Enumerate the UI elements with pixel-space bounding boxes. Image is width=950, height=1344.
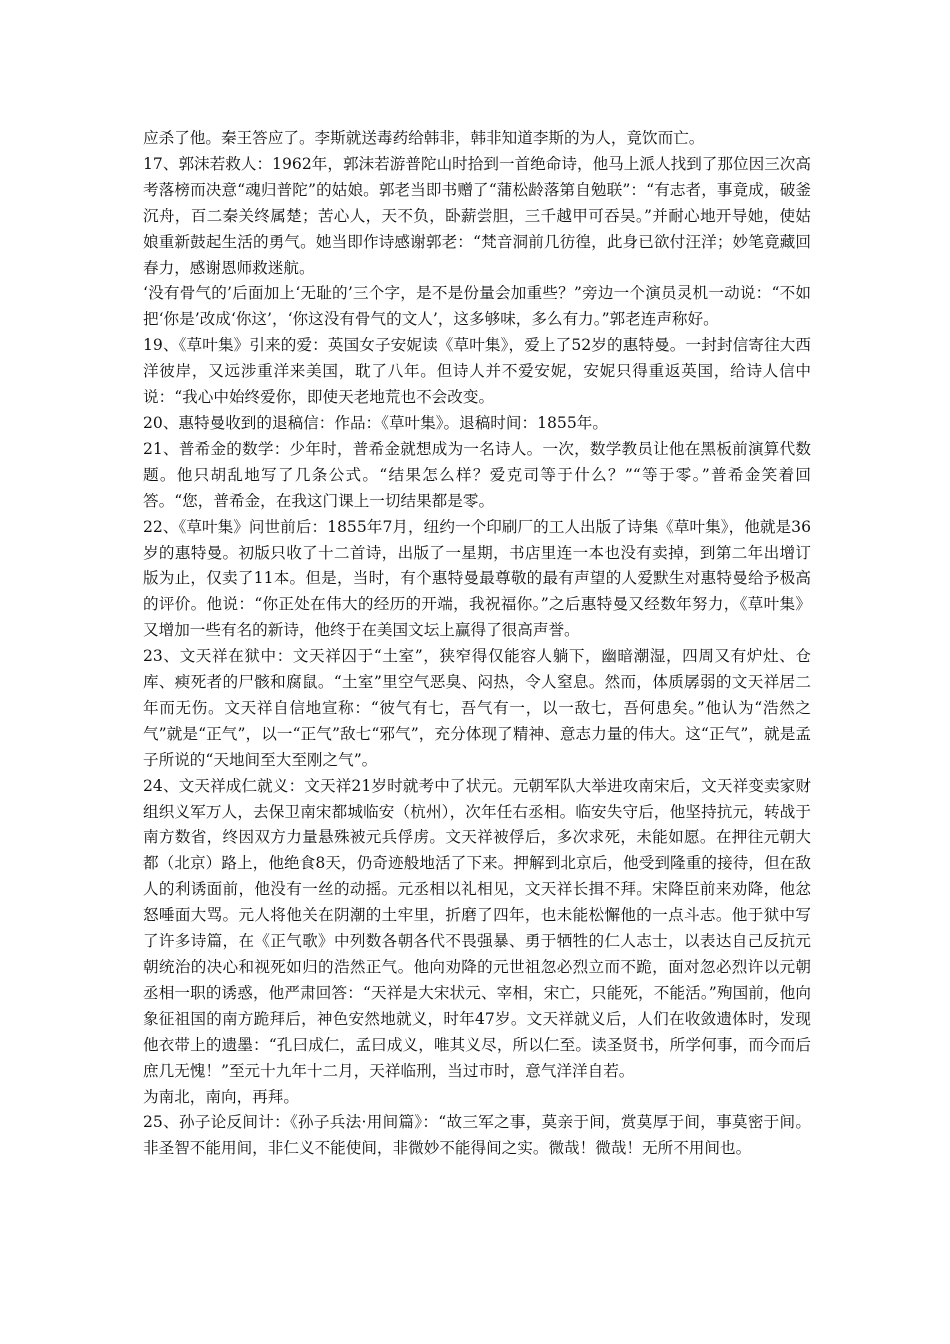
paragraph-19: 19、《草叶集》引来的爱：英国女子安妮读《草叶集》，爱上了52岁的惠特曼。一封封信寄往大西洋彼岸，又远涉重洋来美国，耽了八年。但诗人并不爱安妮，安妮只得重返英国，给诗人信中说：“我心中始终爱你，即使天老地荒也不会改变。 [143, 336, 811, 407]
paragraph-23: 23、文天祥在狱中：文天祥囚于“土室”，狭窄得仅能容人躺下，幽暗潮湿，四周又有炉灶、仓库、瘐死者的尸骸和腐鼠。“土室”里空气恶臭、闷热，令人窒息。然而，体质孱弱的文天祥居二年而无伤。文天祥自信地宣称：“彼气有七，吾气有一，以一敌七，吾何患矣。”他认为“浩然之气”就是“正气”，以一“正气”敌七“邪气”，充分体现了精神、意志力量的伟大。这“正气”，就是孟子所说的“天地间至大至刚之气”。 [143, 647, 811, 769]
paragraph-24: 24、文天祥成仁就义：文天祥21岁时就考中了状元。元朝军队大举进攻南宋后，文天祥变卖家财组织义军万人，去保卫南宋都城临安（杭州），次年任右丞相。临安失守后，他坚持抗元，转战于南方数省，终因双方力量悬殊被元兵俘虏。文天祥被俘后，多次求死，未能如愿。在押往元朝大都（北京）路上，他绝食8天，仍奇迹般地活了下来。押解到北京后，他受到隆重的接待，但在敌人的利诱面前，他没有一丝的动摇。元丞相以礼相见，文天祥长揖不拜。宋降臣前来劝降，他忿怒唾面大骂。元人将他关在阴潮的土牢里，折磨了四年，也未能松懈他的一点斗志。他于狱中写了许多诗篇，在《正气歌》中列数各朝各代不畏强暴、勇于牺牲的仁人志士，以表达自己反抗元朝统治的决心和视死如归的浩然正气。他向劝降的元世祖忽必烈立而不跪，面对忽必烈许以元朝丞相一职的诱惑，他严肃回答：“天祥是大宋状元、宰相，宋亡，只能死，不能活。”殉国前，他向象征祖国的南方跪拜后，神色安然地就义，时年47岁。文天祥就义后，人们在收敛遗体时，发现他衣带上的遗墨：“孔曰成仁，孟曰成义，唯其义尽，所以仁至。读圣贤书，所学何事，而今而后庶几无愧！”至元十九年十二月，天祥临刑，当过市时，意气洋洋自若。 [143, 776, 811, 1080]
document-body [143, 126, 811, 1162]
paragraph-guo-lao: ‘没有骨气的’后面加上‘无耻的’三个字，是不是份量会加重些？”旁边一个演员灵机一动说：“不如把‘你是’改成‘你这’，‘你这没有骨气的文人’，这多够味，多么有力。”郭老连声称好。 [143, 284, 811, 329]
paragraph-south-bow: 为南北，南向，再拜。 [143, 1087, 299, 1106]
paragraph-22: 22、《草叶集》问世前后：1855年7月，纽约一个印刷厂的工人出版了诗集《草叶集》，他就是36岁的惠特曼。初版只收了十二首诗，出版了一星期，书店里连一本也没有卖掉，到第二年出增订版为止，仅卖了11本。但是，当时，有个惠特曼最尊敬的最有声望的人爱默生对惠特曼给予极高的评价。他说：“你正处在伟大的经历的开端，我祝福你。”之后惠特曼又经数年努力，《草叶集》又增加一些有名的新诗，他终于在美国文坛上赢得了很高声誉。 [143, 517, 811, 640]
paragraph-25: 25、孙子论反间计：《孙子兵法·用间篇》：“故三军之事，莫亲于间，赏莫厚于间，事莫密于间。非圣智不能用间，非仁义不能使间，非微妙不能得间之实。微哉！微哉！无所不用间也。 [143, 1113, 811, 1158]
paragraph-21: 21、普希金的数学：少年时，普希金就想成为一名诗人。一次，数学教员让他在黑板前演算代数题。他只胡乱地写了几条公式。“结果怎么样？爱克司等于什么？”“等于零。”普希金笑着回答。“您，普希金，在我这门课上一切结果都是零。 [143, 439, 811, 510]
paragraph-17: 17、郭沫若救人：1962年，郭沫若游普陀山时拾到一首绝命诗，他马上派人找到了那位因三次高考落榜而决意“魂归普陀”的姑娘。郭老当即书赠了“蒲松龄落第自勉联”：“有志者，事竟成，破釜沉舟，百二秦关终属楚；苦心人，天不负，卧薪尝胆，三千越甲可吞吴。”并耐心地开导她，使姑娘重新鼓起生活的勇气。她当即作诗感谢郭老：“梵音洞前几彷徨，此身已欲付汪洋；妙笔竟藏回春力，感谢恩师救迷航。 [143, 154, 811, 277]
paragraph-20: 20、惠特曼收到的退稿信：作品：《草叶集》。退稿时间：1855年。 [143, 413, 608, 432]
paragraph-continuation: 应杀了他。秦王答应了。李斯就送毒药给韩非，韩非知道李斯的为人，竟饮而亡。 [143, 129, 705, 147]
